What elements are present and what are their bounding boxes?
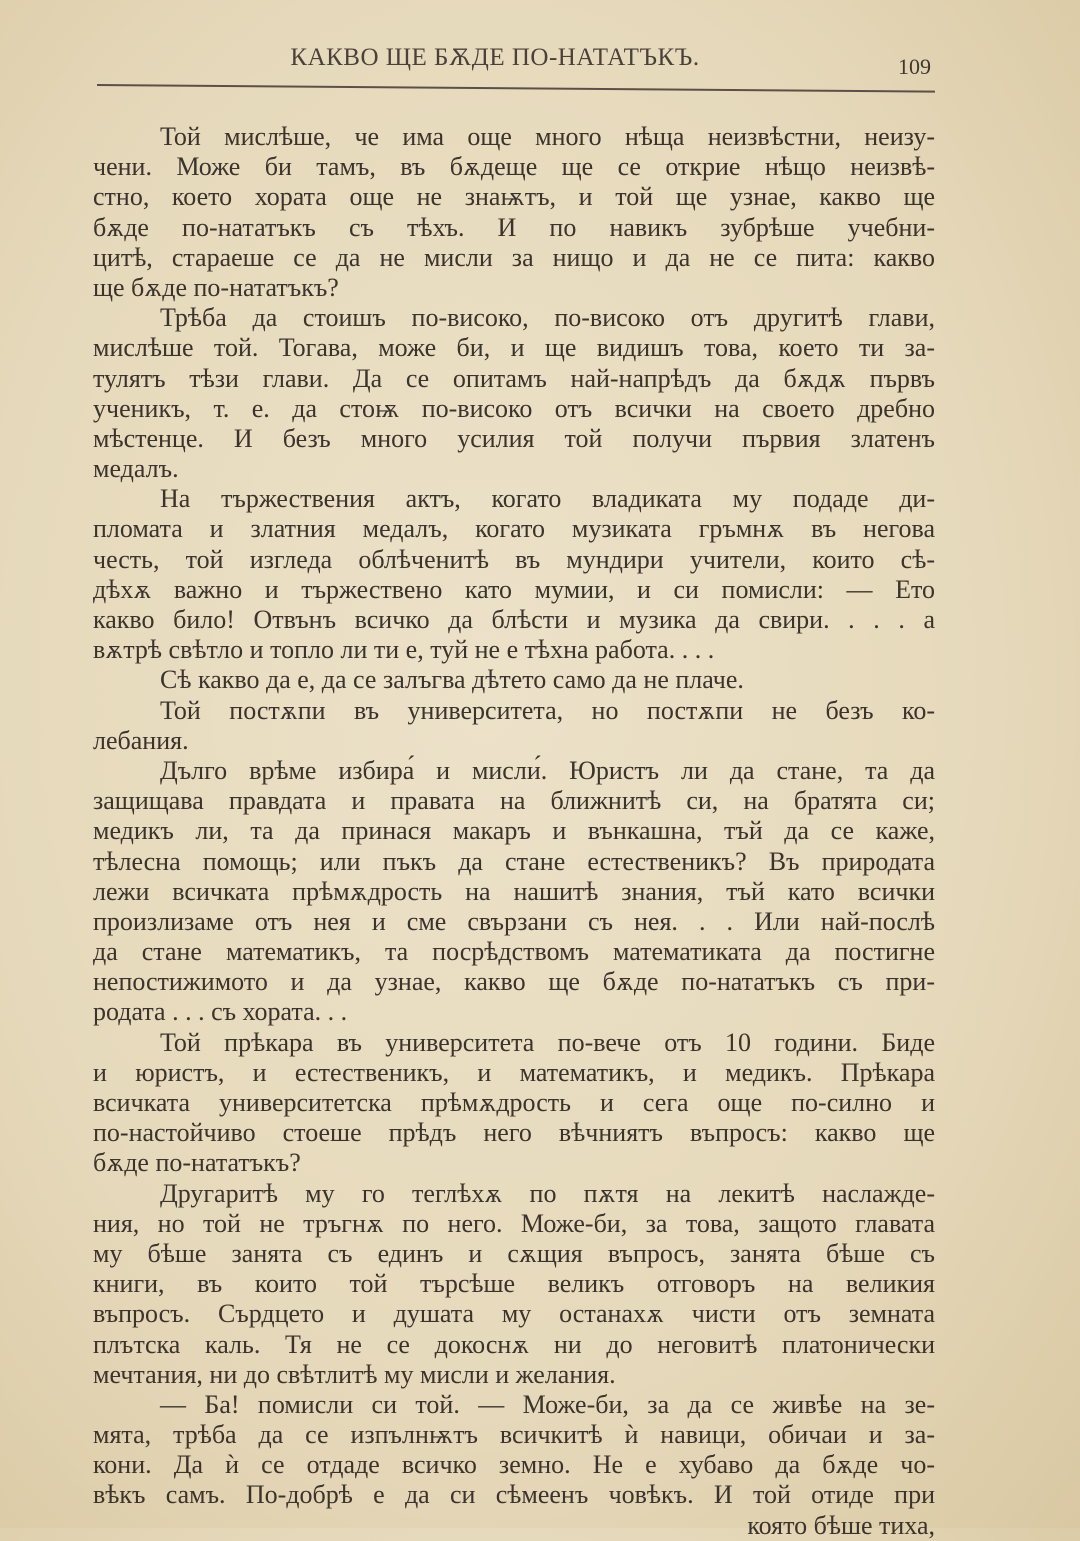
running-header-title: КАКВО ЩЕ БѪДЕ ПО-НАТАТЪКЪ. bbox=[290, 44, 700, 71]
text-line: вѫтрѣ свѣтло и топло ли ти е, туй не е тѣхна работа. . . . bbox=[93, 635, 715, 665]
text-line: въпросъ. Сърдцето и душата му останахѫ чисти отъ земната bbox=[93, 1299, 935, 1329]
text-line: Дълго врѣме избира́ и мисли́. Юристъ ли да стане, та да bbox=[160, 755, 935, 785]
text-line: дѣхѫ важно и тържествено като мумии, и си помисли: — Ето bbox=[93, 574, 935, 604]
text-line: Той мислѣше, че има още много нѣща неизвѣстни, неизу- bbox=[160, 122, 935, 151]
text-line: мята, трѣба да се изпълнѭтъ всичкитѣ ѝ навици, обичаи и за- bbox=[93, 1420, 935, 1450]
text-line: защищава правдата и правата на ближнитѣ си, на братята си; bbox=[93, 786, 935, 816]
paragraph bbox=[93, 303, 935, 484]
text-line: цитѣ, стараеше се да не мисли за нищо и да не се пита: какво bbox=[93, 242, 935, 272]
text-line: Сѣ какво да е, да се залъгва дѣтето само да не плаче. bbox=[160, 665, 744, 695]
text-line: чени. Може би тамъ, въ бѫдеще ще се открие нѣщо неизвѣ- bbox=[93, 152, 935, 182]
text-line: лебания. bbox=[93, 725, 189, 755]
text-line: всичката университетска прѣмѫдрость и сега още по-силно и bbox=[93, 1088, 935, 1117]
text-line: Другаритѣ му го теглѣхѫ по пѫтя на лекитѣ наслажде- bbox=[160, 1178, 935, 1208]
text-line: бѫде по-нататъкъ? bbox=[93, 1148, 301, 1178]
header-rule-divider bbox=[97, 84, 935, 93]
text-line: тулятъ тѣзи глави. Да се опитамъ най-напрѣдъ да бѫдѫ първъ bbox=[93, 363, 935, 393]
paragraph bbox=[93, 122, 935, 303]
text-line: и юристъ, и естественикъ, и математикъ, и медикъ. Прѣкара bbox=[93, 1057, 935, 1087]
text-line: лежи всичката прѣмѫдрость на нашитѣ знания, тъй като всички bbox=[93, 876, 935, 906]
body-text bbox=[93, 122, 935, 1541]
text-line: На тържествения актъ, когато владиката му подаде ди- bbox=[160, 484, 935, 514]
paragraph bbox=[93, 756, 935, 1028]
text-line: по-настойчиво стоеше прѣдъ него вѣчниятъ въпросъ: какво ще bbox=[93, 1118, 935, 1148]
text-line: какво било! Отвънъ всичко да блѣсти и музика да свири. . . . а bbox=[93, 605, 935, 634]
text-line: пломата и златния медалъ, когато музиката гръмнѫ въ негова bbox=[93, 514, 935, 544]
paragraph bbox=[93, 484, 935, 665]
text-line: произлизаме отъ нея и сме свързани съ нея. . . Или най-послѣ bbox=[93, 906, 935, 936]
paragraph bbox=[93, 1390, 935, 1541]
text-line: родата . . . съ хората. . . bbox=[93, 997, 348, 1027]
text-line: му бѣше занята съ единъ и сѫщия въпросъ, занята бѣше съ bbox=[93, 1238, 935, 1268]
text-line: мислѣше той. Тогава, може би, и ще видишъ това, което ти за- bbox=[93, 333, 935, 363]
text-line: книги, въ които той търсѣше великъ отговоръ на великия bbox=[93, 1269, 935, 1299]
text-line: бѫде по-нататъкъ съ тѣхъ. И по навикъ зубрѣше учебни- bbox=[93, 212, 935, 242]
text-line: честь, той изгледа облѣченитѣ въ мундири учители, които сѣ- bbox=[93, 544, 935, 574]
text-line: ще бѫде по-нататъкъ? bbox=[93, 272, 339, 302]
text-line: ученикъ, т. е. да стоѭ по-високо отъ всички на своето дребно bbox=[93, 393, 935, 423]
paragraph bbox=[93, 665, 935, 695]
text-line: да стане математикъ, та посрѣдствомъ математиката да постигне bbox=[93, 937, 935, 967]
text-line: плътска каль. Тя не се докоснѫ ни до неговитѣ платонически bbox=[93, 1329, 935, 1359]
text-line: медалъ. bbox=[93, 454, 179, 484]
text-line: непостижимото и да узнае, какво ще бѫде по-нататъкъ съ при- bbox=[93, 967, 935, 997]
page-number: 109 bbox=[898, 54, 931, 79]
paragraph bbox=[93, 696, 935, 756]
text-line: която бѣше тиха, bbox=[747, 1510, 935, 1540]
text-line: ния, но той не тръгнѫ по него. Може-би, за това, защото главата bbox=[93, 1208, 935, 1238]
text-line: Трѣба да стоишъ по-високо, по-високо отъ другитѣ глави, bbox=[160, 303, 935, 333]
text-line: кони. Да ѝ се отдаде всичко земно. Не е хубаво да бѫде чо- bbox=[93, 1450, 935, 1480]
text-line: тѣлесна помощь; или пъкъ да стане естественикъ? Въ природата bbox=[93, 846, 935, 876]
text-line: мѣстенце. И безъ много усилия той получи първия златенъ bbox=[93, 423, 935, 453]
text-line: Той постѫпи въ университета, но постѫпи не безъ ко- bbox=[160, 695, 935, 725]
text-line: Той прѣкара въ университета по-вече отъ 10 години. Биде bbox=[160, 1027, 935, 1057]
text-line: вѣкъ самъ. По-добрѣ е да си сѣмеенъ човѣкъ. И той отиде при bbox=[93, 1480, 935, 1510]
text-line: стно, което хората още не знаѭтъ, и той ще узнае, какво ще bbox=[93, 182, 935, 212]
text-line: мечтания, ни до свѣтлитѣ му мисли и желания. bbox=[93, 1359, 616, 1389]
text-line: медикъ ли, та да принася макаръ и вънкашна, тъй да се каже, bbox=[93, 816, 935, 846]
paragraph bbox=[93, 1028, 935, 1179]
text-line: — Ба! помисли си той. — Може-би, за да се живѣе на зе- bbox=[160, 1389, 935, 1419]
paragraph bbox=[93, 1179, 935, 1390]
